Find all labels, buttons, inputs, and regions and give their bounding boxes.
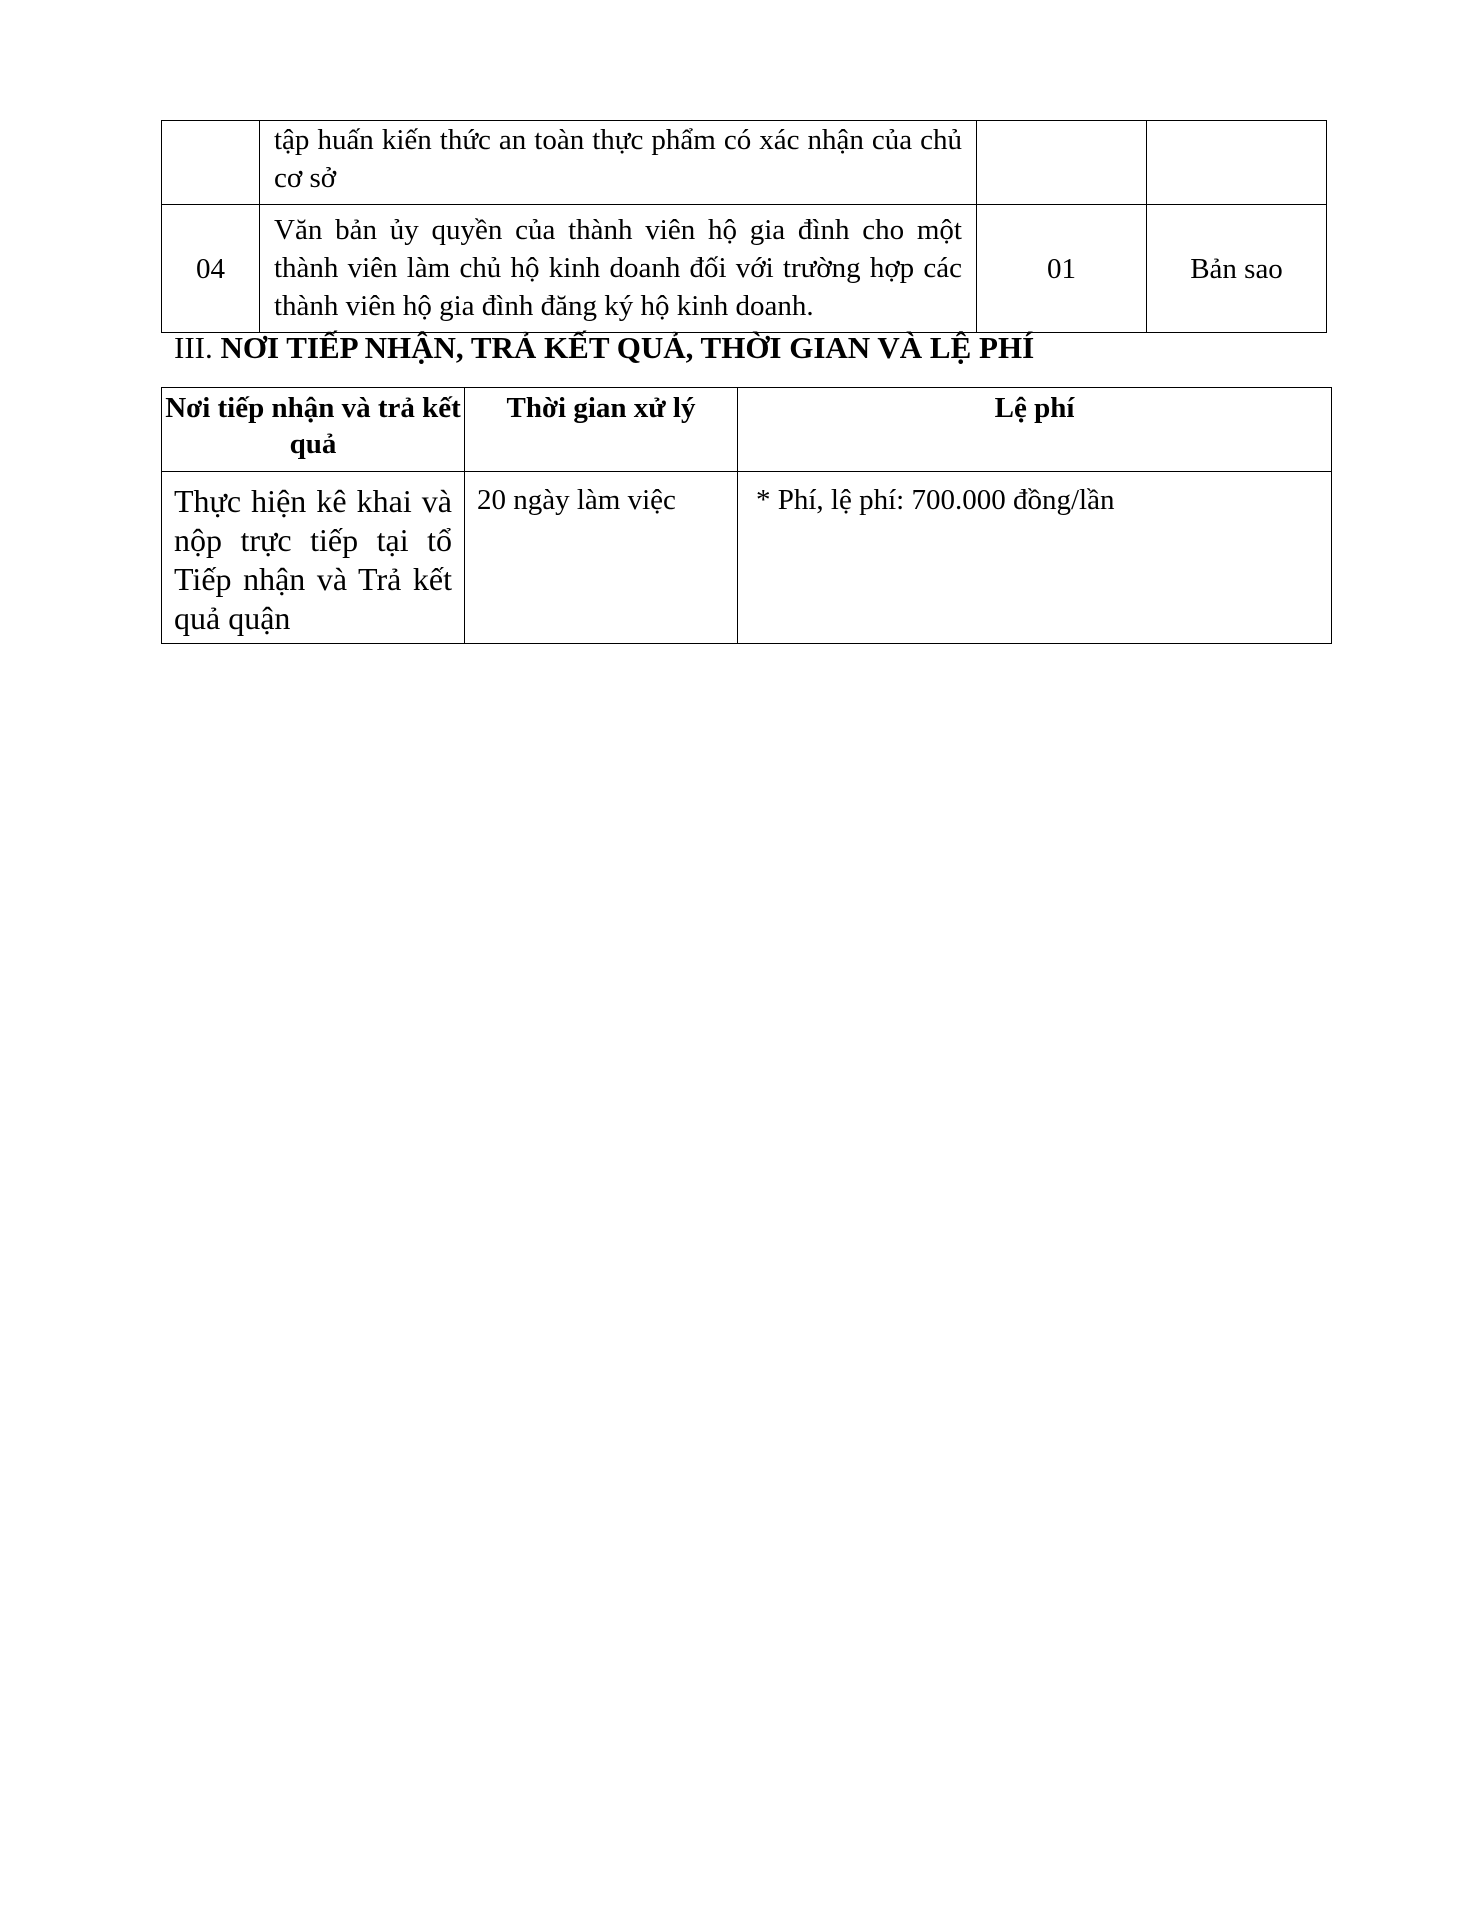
section-heading — [174, 330, 1034, 366]
row-number: 04 — [162, 205, 260, 333]
document-description: Văn bản ủy quyền của thành viên hộ gia đình cho một thành viên làm chủ hộ kinh doanh đối với trường hợp các thành viên hộ gia đình đăng ký hộ kinh doanh. — [260, 205, 977, 333]
section-title: NƠI TIẾP NHẬN, TRẢ KẾT QUẢ, THỜI GIAN VÀ LỆ PHÍ — [220, 330, 1035, 365]
document-type: Bản sao — [1147, 205, 1327, 333]
header-place: Nơi tiếp nhận và trả kết quả — [162, 388, 465, 472]
document-type — [1147, 121, 1327, 205]
fee-table — [161, 387, 1332, 644]
document-description: tập huấn kiến thức an toàn thực phẩm có xác nhận của chủ cơ sở — [260, 121, 977, 205]
cell-time: 20 ngày làm việc — [465, 472, 738, 644]
document-quantity: 01 — [977, 205, 1147, 333]
header-fee: Lệ phí — [738, 388, 1332, 472]
cell-fee: * Phí, lệ phí: 700.000 đồng/lần — [738, 472, 1332, 644]
document-quantity — [977, 121, 1147, 205]
header-time: Thời gian xử lý — [465, 388, 738, 472]
table-header-row — [162, 388, 1332, 472]
table-row — [162, 121, 1327, 205]
documents-table — [161, 120, 1327, 333]
row-number — [162, 121, 260, 205]
section-number: III. — [174, 330, 213, 365]
table-row — [162, 205, 1327, 333]
cell-place: Thực hiện kê khai và nộp trực tiếp tại tổ Tiếp nhận và Trả kết quả quận — [162, 472, 465, 644]
table-row — [162, 472, 1332, 644]
